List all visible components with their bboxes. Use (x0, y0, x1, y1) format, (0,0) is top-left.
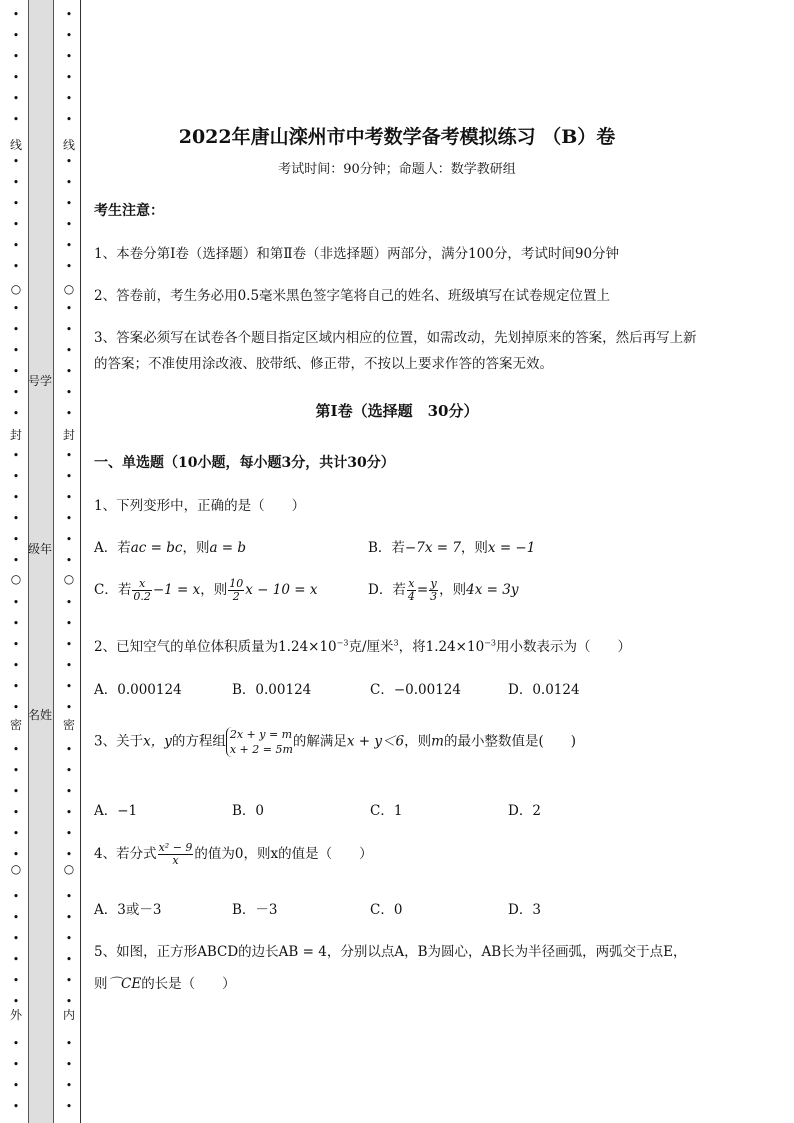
seal-dot: • (65, 470, 73, 483)
q3-option-a: A．−1 (94, 803, 138, 819)
seal-dot: • (12, 449, 20, 462)
q1-option-c: C．若 $\frac{x}{0.2}$ −1 = x，则 $\frac{10}{2}$ x − 10 = x (94, 577, 318, 603)
seal-dot: • (65, 113, 73, 126)
seal-dot: • (12, 155, 20, 168)
field-grade: 级年 (28, 542, 53, 556)
seal-dot: • (12, 974, 20, 987)
q1-option-d: D．若 $\frac{x}{4}$ = $\frac{y}{3}$ ，则4x = 3y (368, 577, 519, 603)
q5-stem: 5、如图，正方形ABCD的边长AB = 4，分别以点A，B为圆心，AB长为半径画弧，两弧交于点E， (94, 944, 687, 960)
seal-mark: ○ (63, 572, 75, 586)
seal-dot: • (12, 596, 20, 609)
seal-dot: • (12, 491, 20, 504)
equation-system: 2x + y = m x + 2 = 5m (226, 727, 293, 757)
seal-dot: • (12, 50, 20, 63)
seal-dot: • (12, 638, 20, 651)
fraction: $\frac{\text{x² − 9}}{x}$ (158, 841, 193, 867)
seal-dot: • (12, 911, 20, 924)
q3-option-c: C．1 (370, 803, 403, 819)
q3-option-d: D．2 (508, 803, 541, 819)
seal-dot: • (12, 1037, 20, 1050)
field-student-number: 号学 (28, 374, 53, 388)
seal-mark: ○ (10, 572, 22, 586)
fraction: $\frac{x}{0.2}$ (133, 577, 151, 603)
q1-option-a: A．若ac = bc，则a = b (94, 540, 247, 556)
seal-dot: • (12, 554, 20, 567)
seal-dot: • (12, 1079, 20, 1092)
q2-option-d: D．0.0124 (508, 682, 580, 698)
seal-mark: 封 (62, 428, 75, 442)
notice-item-3: 3、答案必须写在试卷各个题目指定区域内相应的位置，如需改动，先划掉原来的答案，然后再写上新 (94, 330, 697, 346)
seal-mark: 内 (62, 1008, 75, 1022)
seal-dot: • (65, 71, 73, 84)
seal-mark: 密 (62, 718, 75, 732)
seal-dot: • (65, 260, 73, 273)
seal-dot: • (65, 554, 73, 567)
seal-dot: • (65, 491, 73, 504)
q2-option-a: A．0.000124 (94, 682, 182, 698)
seal-dot: • (12, 890, 20, 903)
seal-dot: • (65, 995, 73, 1008)
q2-option-b: B．0.00124 (232, 682, 312, 698)
seal-dot: • (65, 911, 73, 924)
seal-mark: 线 (9, 138, 22, 152)
seal-dot: • (12, 512, 20, 525)
seal-mark: ○ (10, 862, 22, 876)
seal-dot: • (12, 302, 20, 315)
q4-stem: 4、若分式 $\frac{\text{x² − 9}}{x}$ 的值为0，则x的值是（ ） (94, 841, 373, 867)
seal-dot: • (65, 932, 73, 945)
seal-dot: • (65, 323, 73, 336)
seal-dot: • (65, 50, 73, 63)
seal-dot: • (12, 470, 20, 483)
seal-dot: • (65, 197, 73, 210)
fraction: $\frac{y}{3}$ (430, 577, 438, 603)
seal-dot: • (12, 260, 20, 273)
seal-dot: • (12, 1058, 20, 1071)
seal-dot: • (12, 764, 20, 777)
fraction: $\frac{10}{2}$ (229, 577, 244, 603)
seal-dot: • (65, 1058, 73, 1071)
seal-dot: • (65, 92, 73, 105)
seal-dot: • (12, 848, 20, 861)
seal-dot: • (65, 617, 73, 630)
seal-dot: • (12, 239, 20, 252)
seal-dot: • (65, 701, 73, 714)
seal-mark: 外 (9, 1008, 22, 1022)
seal-mark: 线 (62, 138, 75, 152)
q3-option-b: B．0 (232, 803, 265, 819)
seal-dot: • (65, 302, 73, 315)
seal-dot: • (12, 92, 20, 105)
seal-dot: • (65, 890, 73, 903)
q3-stem: 3、关于x，y的方程组 2x + y = m x + 2 = 5m 的解满足x + y＜6，则m的最小整数值是( ) (94, 728, 576, 756)
notice-item-2: 2、答卷前，考生务必用0.5毫米黑色签字笔将自己的姓名、班级填写在试卷规定位置上 (94, 288, 611, 304)
seal-dot: • (65, 8, 73, 21)
seal-dot: • (12, 365, 20, 378)
seal-dot: • (65, 764, 73, 777)
seal-dot: • (65, 638, 73, 651)
seal-dot: • (65, 848, 73, 861)
q4-option-d: D．3 (508, 902, 541, 918)
seal-dot: • (12, 218, 20, 231)
seal-dot: • (65, 512, 73, 525)
seal-dot: • (12, 176, 20, 189)
field-name: 名姓 (28, 708, 53, 722)
seal-dot: • (65, 218, 73, 231)
seal-dot: • (12, 1100, 20, 1113)
seal-mark: 封 (9, 428, 22, 442)
seal-dot: • (65, 596, 73, 609)
seal-dot: • (12, 71, 20, 84)
seal-dot: • (12, 533, 20, 546)
seal-dot: • (65, 785, 73, 798)
seal-mark: 密 (9, 718, 22, 732)
seal-dot: • (12, 8, 20, 21)
seal-dot: • (65, 1079, 73, 1092)
seal-dot: • (65, 743, 73, 756)
seal-dot: • (12, 344, 20, 357)
seal-dot: • (12, 29, 20, 42)
seal-dot: • (65, 344, 73, 357)
seal-dot: • (12, 785, 20, 798)
notice-item-1: 1、本卷分第Ⅰ卷（选择题）和第Ⅱ卷（非选择题）两部分，满分100分，考试时间90分钟 (94, 246, 620, 262)
page-title: 2022年唐山滦州市中考数学备考模拟练习 （B）卷 (178, 126, 616, 148)
seal-dot: • (12, 701, 20, 714)
seal-mark: ○ (10, 282, 22, 296)
seal-dot: • (65, 239, 73, 252)
q1-stem: 1、下列变形中，正确的是（ ） (94, 498, 306, 514)
q4-option-b: B．－3 (232, 902, 278, 918)
seal-dot: • (12, 806, 20, 819)
seal-dot: • (65, 974, 73, 987)
seal-dot: • (12, 995, 20, 1008)
seal-dot: • (65, 407, 73, 420)
seal-mark: ○ (63, 862, 75, 876)
seal-dot: • (12, 617, 20, 630)
q5-stem-cont: 则⌒CE的长是（ ） (94, 976, 236, 992)
exam-info: 考试时间：90分钟；命题人：数学教研组 (278, 162, 516, 177)
seal-dot: • (12, 197, 20, 210)
seal-dot: • (12, 932, 20, 945)
seal-dot: • (65, 680, 73, 693)
seal-dot: • (12, 827, 20, 840)
q4-option-a: A．3或－3 (94, 902, 162, 918)
fraction: $\frac{x}{4}$ (407, 577, 415, 603)
q2-option-c: C．−0.00124 (370, 682, 461, 698)
seal-dot: • (65, 533, 73, 546)
seal-dot: • (12, 386, 20, 399)
seal-dot: • (65, 1100, 73, 1113)
q1-option-b: B．若−7x = 7，则x = −1 (368, 540, 536, 556)
seal-dot: • (12, 680, 20, 693)
notice-item-3-cont: 的答案；不准使用涂改液、胶带纸、修正带，不按以上要求作答的答案无效。 (94, 356, 553, 372)
q2-stem: 2、已知空气的单位体积质量为$1.24\times 10^{-3}$克/厘米$^3$，将$1.24\times 10^{-3}$用小数表示为（ ） (94, 638, 631, 655)
notice-heading: 考生注意： (94, 203, 164, 219)
seal-dot: • (65, 953, 73, 966)
seal-dot: • (65, 386, 73, 399)
seal-dot: • (12, 113, 20, 126)
seal-dot: • (65, 155, 73, 168)
q4-option-c: C．0 (370, 902, 403, 918)
seal-dot: • (65, 449, 73, 462)
seal-dot: • (65, 29, 73, 42)
seal-dot: • (65, 176, 73, 189)
seal-dot: • (12, 323, 20, 336)
seal-dot: • (12, 407, 20, 420)
seal-dot: • (65, 806, 73, 819)
seal-mark: ○ (63, 282, 75, 296)
seal-dot: • (12, 953, 20, 966)
seal-dot: • (65, 827, 73, 840)
section-title: 第Ⅰ卷（选择题 30分） (315, 402, 479, 420)
seal-dot: • (65, 659, 73, 672)
seal-dot: • (65, 365, 73, 378)
seal-dot: • (65, 1037, 73, 1050)
seal-dot: • (12, 659, 20, 672)
seal-dot: • (12, 743, 20, 756)
part-heading: 一、单选题（10小题，每小题3分，共计30分） (94, 455, 395, 471)
